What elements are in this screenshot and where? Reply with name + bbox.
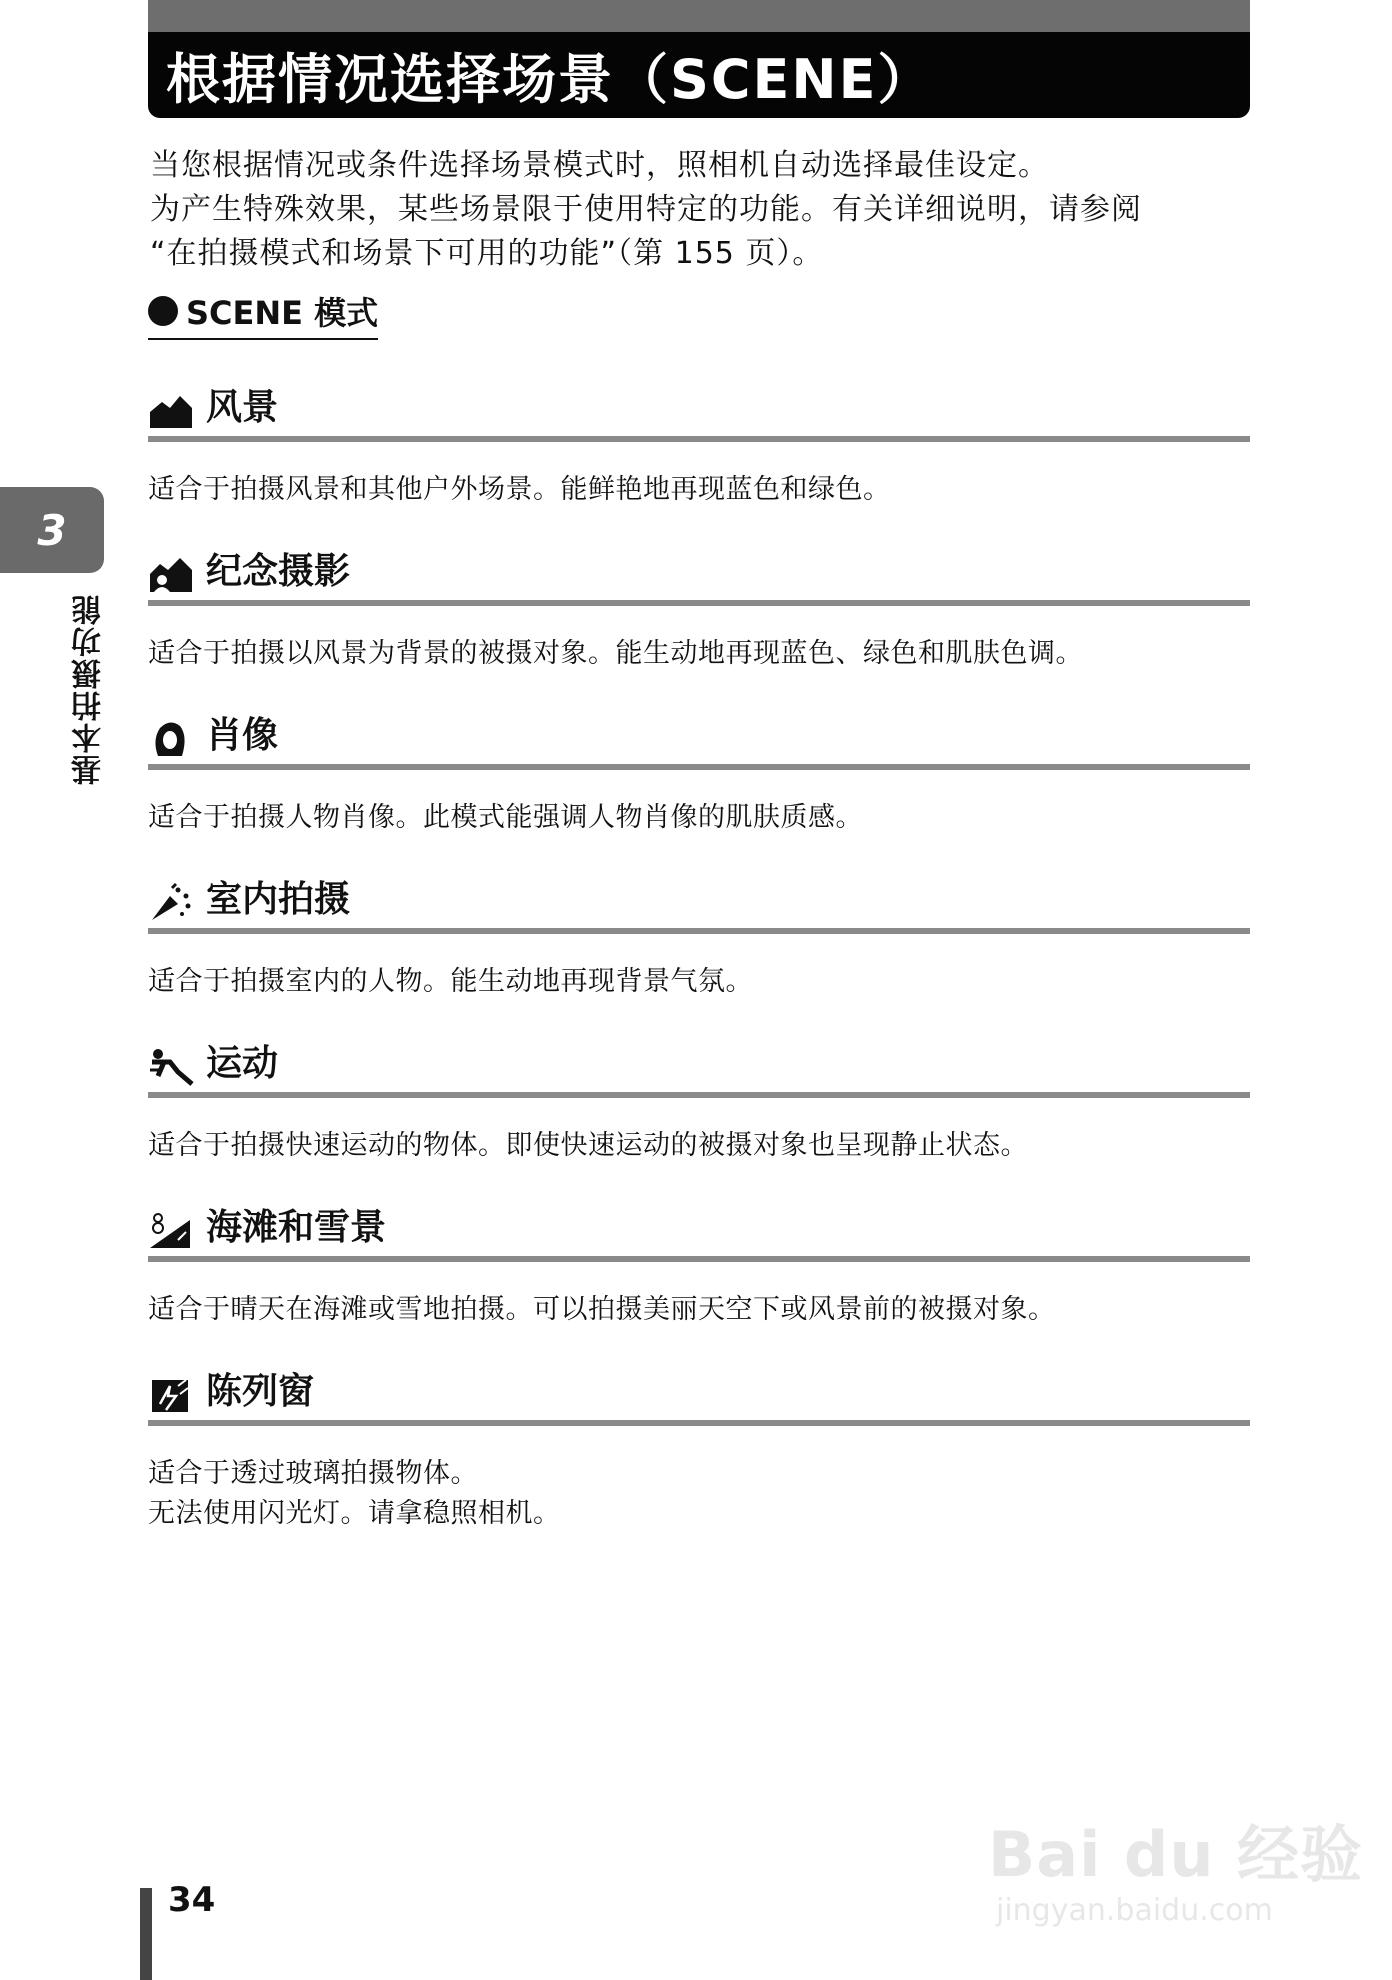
intro-paragraph <box>150 144 1260 276</box>
portrait-icon <box>148 718 194 758</box>
scene-description: 适合于拍摄快速运动的物体。即使快速运动的被摄对象也呈现静止状态。 <box>148 1130 1028 1161</box>
scene-portrait <box>148 710 1250 838</box>
section-divider <box>148 600 1250 606</box>
intro-line: 为产生特殊效果，某些场景限于使用特定的功能。有关详细说明，请参阅 <box>150 192 1142 227</box>
indoor-icon <box>148 882 194 922</box>
intro-line: “在拍摄模式和场景下可用的功能”（第 155 页）。 <box>150 236 824 271</box>
scene-landscape <box>148 382 1250 510</box>
intro-line: 当您根据情况或条件选择场景模式时，照相机自动选择最佳设定。 <box>150 148 1049 183</box>
section-divider <box>148 436 1250 442</box>
landscape-portrait-icon <box>148 554 194 594</box>
watermark <box>988 1775 1364 1935</box>
beach-snow-icon <box>148 1210 194 1250</box>
title-top-strip <box>148 0 1250 34</box>
scene-beach-snow <box>148 1202 1250 1330</box>
scene-title: 纪念摄影 <box>206 551 351 592</box>
scene-mode-heading <box>148 288 378 340</box>
scene-title: 陈列窗 <box>206 1371 315 1412</box>
scene-description: 适合于拍摄以风景为背景的被摄对象。能生动地再现蓝色、绿色和肌肤色调。 <box>148 638 1083 669</box>
scene-description: 适合于拍摄风景和其他户外场景。能鲜艳地再现蓝色和绿色。 <box>148 474 891 505</box>
section-divider <box>148 928 1250 934</box>
section-divider <box>148 764 1250 770</box>
scene-description: 无法使用闪光灯。请拿稳照相机。 <box>148 1498 561 1529</box>
scene-shop-window <box>148 1366 1250 1534</box>
chapter-label: 基本拍摄功能 <box>72 593 107 785</box>
page-title: 根据情况选择场景（SCENE） <box>166 47 934 111</box>
chapter-number: 3 <box>37 505 67 555</box>
scene-title: 运动 <box>206 1043 279 1084</box>
section-divider <box>148 1092 1250 1098</box>
scene-indoor <box>148 874 1250 1002</box>
scene-description: 适合于拍摄人物肖像。此模式能强调人物肖像的肌肤质感。 <box>148 802 863 833</box>
chapter-tab <box>0 487 104 573</box>
bullet-icon <box>148 296 178 326</box>
scene-sport <box>148 1038 1250 1166</box>
scene-description: 适合于透过玻璃拍摄物体。 <box>148 1458 478 1489</box>
scene-mode-heading-text: SCENE 模式 <box>186 294 379 332</box>
scene-description: 适合于拍摄室内的人物。能生动地再现背景气氛。 <box>148 966 753 997</box>
title-bar <box>148 32 1250 118</box>
scene-title: 肖像 <box>206 715 279 756</box>
shop-window-icon <box>148 1374 194 1414</box>
scene-title: 室内拍摄 <box>206 879 351 920</box>
landscape-icon <box>148 390 194 430</box>
section-divider <box>148 1256 1250 1262</box>
scene-landscape-portrait <box>148 546 1250 674</box>
scene-description: 适合于晴天在海滩或雪地拍摄。可以拍摄美丽天空下或风景前的被摄对象。 <box>148 1294 1056 1325</box>
page-number-bar <box>140 1888 152 1980</box>
sport-icon <box>148 1046 194 1086</box>
scene-title: 海滩和雪景 <box>206 1207 387 1248</box>
page-number: 34 <box>168 1880 216 1920</box>
watermark-url: jingyan.baidu.com <box>996 1893 1273 1928</box>
watermark-logo: Bai du 经验 <box>988 1818 1364 1891</box>
section-divider <box>148 1420 1250 1426</box>
scene-title: 风景 <box>206 387 279 428</box>
